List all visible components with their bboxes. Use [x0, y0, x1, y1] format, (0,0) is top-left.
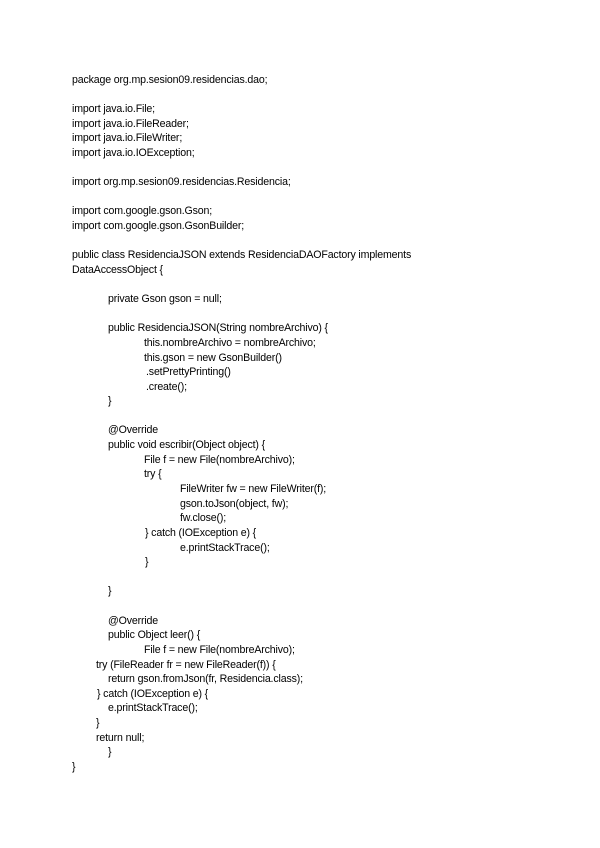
code-line: }: [96, 717, 100, 729]
code-line: this.nombreArchivo = nombreArchivo;: [144, 337, 316, 349]
code-line: public Object leer() {: [108, 629, 201, 641]
code-line: import java.io.FileReader;: [72, 118, 189, 130]
code-line: package org.mp.sesion09.residencias.dao;: [72, 74, 268, 86]
code-line: fw.close();: [180, 512, 227, 524]
code-line: import java.io.IOException;: [72, 147, 195, 159]
code-line: try {: [144, 468, 162, 480]
code-line: }: [108, 395, 112, 407]
code-line: import com.google.gson.GsonBuilder;: [72, 220, 244, 232]
code-line: try (FileReader fr = new FileReader(f)) {: [96, 659, 276, 671]
code-line: @Override: [108, 615, 159, 627]
code-line: return null;: [96, 732, 145, 744]
code-line: import java.io.File;: [72, 103, 155, 115]
code-line: public ResidenciaJSON(String nombreArchivo) {: [108, 322, 328, 334]
code-line: File f = new File(nombreArchivo);: [144, 644, 295, 656]
code-line: DataAccessObject {: [72, 264, 163, 276]
code-line: public void escribir(Object object) {: [108, 439, 265, 451]
code-line: }: [108, 585, 112, 597]
code-line: import com.google.gson.Gson;: [72, 205, 213, 217]
code-line: }: [145, 556, 149, 568]
code-line: private Gson gson = null;: [108, 293, 222, 305]
code-line: }: [72, 761, 76, 773]
code-line: File f = new File(nombreArchivo);: [144, 454, 295, 466]
code-line: import java.io.FileWriter;: [72, 132, 183, 144]
code-line: FileWriter fw = new FileWriter(f);: [180, 483, 327, 495]
code-line: public class ResidenciaJSON extends ResidenciaDAOFactory implements: [72, 249, 412, 261]
code-line: this.gson = new GsonBuilder(): [144, 352, 282, 364]
code-line: } catch (IOException e) {: [145, 527, 257, 539]
code-line: } catch (IOException e) {: [97, 688, 209, 700]
code-line: e.printStackTrace();: [180, 542, 270, 554]
code-line: @Override: [108, 424, 159, 436]
code-line: .setPrettyPrinting(): [146, 366, 231, 378]
code-line: .create();: [146, 381, 187, 393]
code-line: import org.mp.sesion09.residencias.Residencia;: [72, 176, 291, 188]
code-line: }: [108, 746, 112, 758]
code-line: e.printStackTrace();: [108, 702, 198, 714]
code-line: gson.toJson(object, fw);: [180, 498, 289, 510]
code-line: return gson.fromJson(fr, Residencia.class);: [108, 673, 303, 685]
